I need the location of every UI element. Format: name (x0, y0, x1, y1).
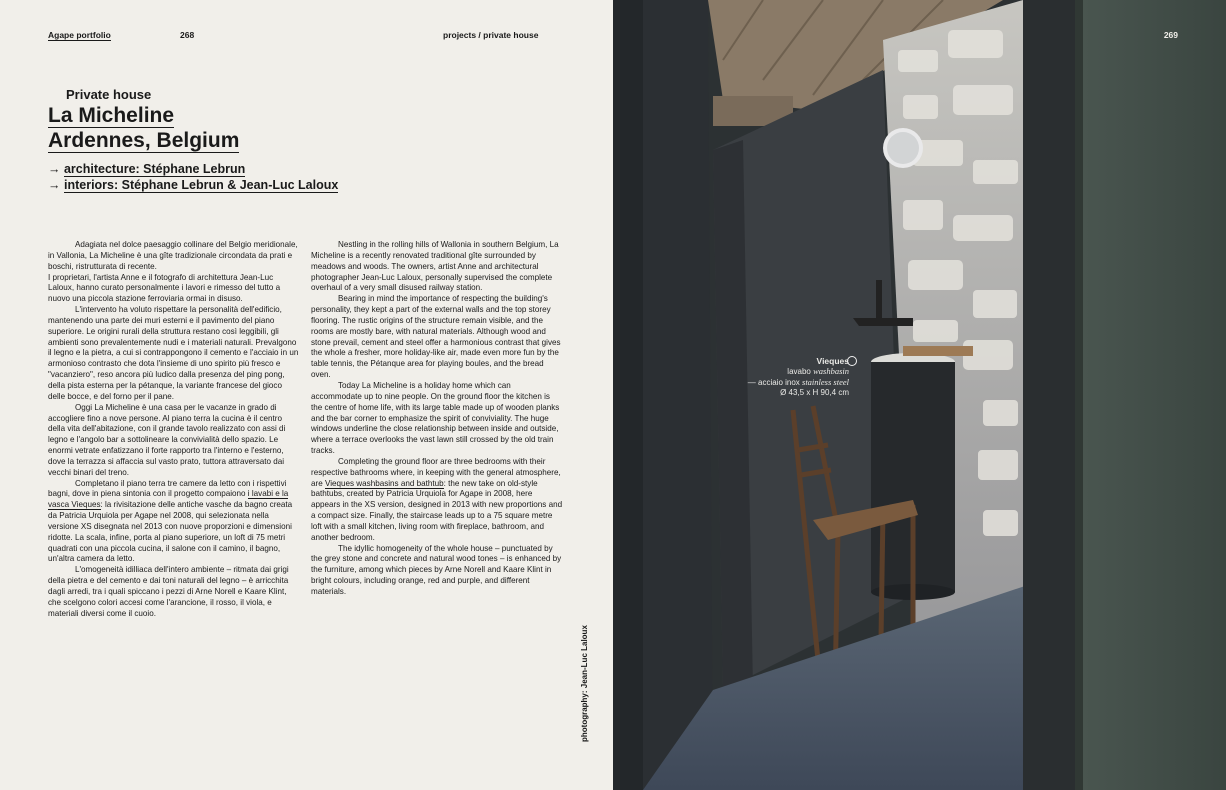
english-column (311, 240, 563, 598)
product-material: — acciaio inox stainless steel (747, 377, 849, 387)
it-paragraph-1b: I proprietari, l'artista Anne e il fotografo di architettura Jean-Luc Laloux, hanno curato personalmente i lavori e rimesso del tutto a nuovo una piccola stazione ferroviaria ormai in disuso. (48, 272, 281, 304)
product-label (723, 356, 849, 398)
en-vieques-link[interactable]: Vieques washbasins and bathtub (324, 478, 444, 488)
it-paragraph-5: L'omogeneità idilliaca dell'intero ambiente – ritmata dai grigi della pietra e del cemento e dai toni naturali del legno – è arricchita dagli arredi, tra i quali spiccano i pezzi di Arne Norell e Kaare Klint, che scelgono colori accesi come l'arancione, il rosso, il viola, e materiali diversi come il cuoio. (48, 565, 289, 618)
it-paragraph-2: L'intervento ha voluto rispettare la personalità dell'edificio, mantenendo una parte dei muri esterni e il pavimento del piano superiore. Le origini rurali della struttura restano così leggibili, gli ambienti sono prevalentemente nudi e i materiali naturali. Prevalgono il legno e la pietra, a cui si contrappongono il cemento e l'acciaio in un armonioso contrasto che dota l'insieme di uno spirito più fresco e "vacanziero", reso ancora più ludico dalla presenza del ping pong, della pista esterna per la pétanque, la variante francese del gioco delle bocce, e del forno per il pane. (48, 305, 299, 401)
en-paragraph-1: Nestling in the rolling hills of Wallonia in southern Belgium, La Micheline is a recently renovated traditional gîte surrounded by meadows and woods. The owners, artist Anne and architectural photographer Jean-Luc Laloux, personally supervised the complete overhaul of a very small disused railway station. (311, 240, 559, 293)
title-line-1: La Micheline (48, 104, 175, 127)
article-title (48, 103, 239, 153)
article-category: Private house (66, 87, 152, 102)
credit-interiors: → interiors: Stéphane Lebrun & Jean-Luc Laloux (48, 178, 339, 192)
italian-column (48, 240, 300, 620)
it-paragraph-4: Completano il piano terra tre camere da letto con i rispettivi bagni, dove in piena sintonia con il progetto compaiono i lavabi e la vasca Vieques: la rivisitazione delle antiche vasche da bagno creata da Patricia Urquiola per Agape nel 2008, qui selezionata nella versione XS disegnata nel 2013 con nuove proporzioni e dimensioni ridotte. La scala, infine, porta al piano superiore, un loft di 75 metri quadrati con una piccola cucina, il salone con il camino, il bagno, un'altra camera da letto. (48, 478, 293, 564)
en-paragraph-5: The idyllic homogeneity of the whole house – punctuated by the grey stone and concrete and natural wood tones – is enhanced by the furniture, among which pieces by Arne Norell and Kaare Klint in bright colours, including orange, red and purple, and different materials. (311, 543, 562, 596)
it-paragraph-1: Adagiata nel dolce paesaggio collinare del Belgio meridionale, in Vallonia, La Micheline è una gîte tradizionale circondata da prati e boschi, ristrutturata di recente. (48, 240, 298, 271)
it-vieques-link[interactable]: i lavabi e la vasca Vieques (48, 489, 289, 510)
en-paragraph-3: Today La Micheline is a holiday home which can accommodate up to nine people. On the ground floor the kitchen is the centre of home life, with its large table made up of wooden planks and the bar corner to emphasize the spirit of conviviality. The huge windows underline the close relationship between inside and outside, where a terrace overlooks the vast lawn still crossed by the old train tracks. (311, 380, 560, 456)
title-line-2: Ardennes, Belgium (48, 129, 240, 152)
credits (48, 161, 338, 193)
credit-architecture: → architecture: Stéphane Lebrun (48, 162, 246, 176)
en-paragraph-4: Completing the ground floor are three bedrooms with their respective bathrooms where, in keeping with the general atmosphere, are Vieques washbasins and bathtub: the new take on old-style bathtubs, created by Patricia Urquiola for Agape in 2008, here appears in the XS version, designed in 2013 with new proportions and a compact size. Finally, the staircase leads up to a 75 square metre loft with a small kitchen, living room with fireplace, bathroom, and another bedroom. (311, 456, 563, 542)
left-page-number: 268 (180, 30, 195, 40)
product-hotspot-icon[interactable] (847, 356, 857, 366)
en-paragraph-2: Bearing in mind the importance of respecting the building's personality, they kept a part of the external walls and the top storey flooring. The rustic origins of the structure remain visible, and the rooms are mostly bare, with natural materials. Although wood and stone prevail, cement and steel offer a harmonious contrast that gives the whole a fresher, more holiday-like air, made even more fun by the table tennis, the Pétanque area for playing boules, and the bread oven. (311, 294, 561, 380)
photo-credit: photography: Jean-Luc Laloux (580, 625, 589, 742)
product-type: lavabo washbasin (787, 366, 849, 376)
section-label: projects / private house (443, 30, 539, 40)
portfolio-label: Agape portfolio (48, 30, 111, 40)
right-page-number: 269 (1163, 30, 1178, 40)
it-paragraph-3: Oggi La Micheline è una casa per le vacanze in grado di accogliere fino a nove persone. Al piano terra la cucina è il centro della vita dell'abitazione, con il grande tavolo realizzato con assi di legno e l'angolo bar a sottolineare la convivialità dello spazio. Le enormi vetrate enfatizzano il forte rapporto tra l'interno e l'esterno, dove la terrazza si affaccia sul vasto prato, tuttora attraversato dai vecchi binari del treno. (48, 402, 286, 477)
interior-photo (613, 0, 1226, 790)
product-name: Vieques (816, 356, 849, 366)
photo-page (613, 0, 1226, 790)
product-dimensions: Ø 43,5 x H 90,4 cm (780, 388, 849, 397)
